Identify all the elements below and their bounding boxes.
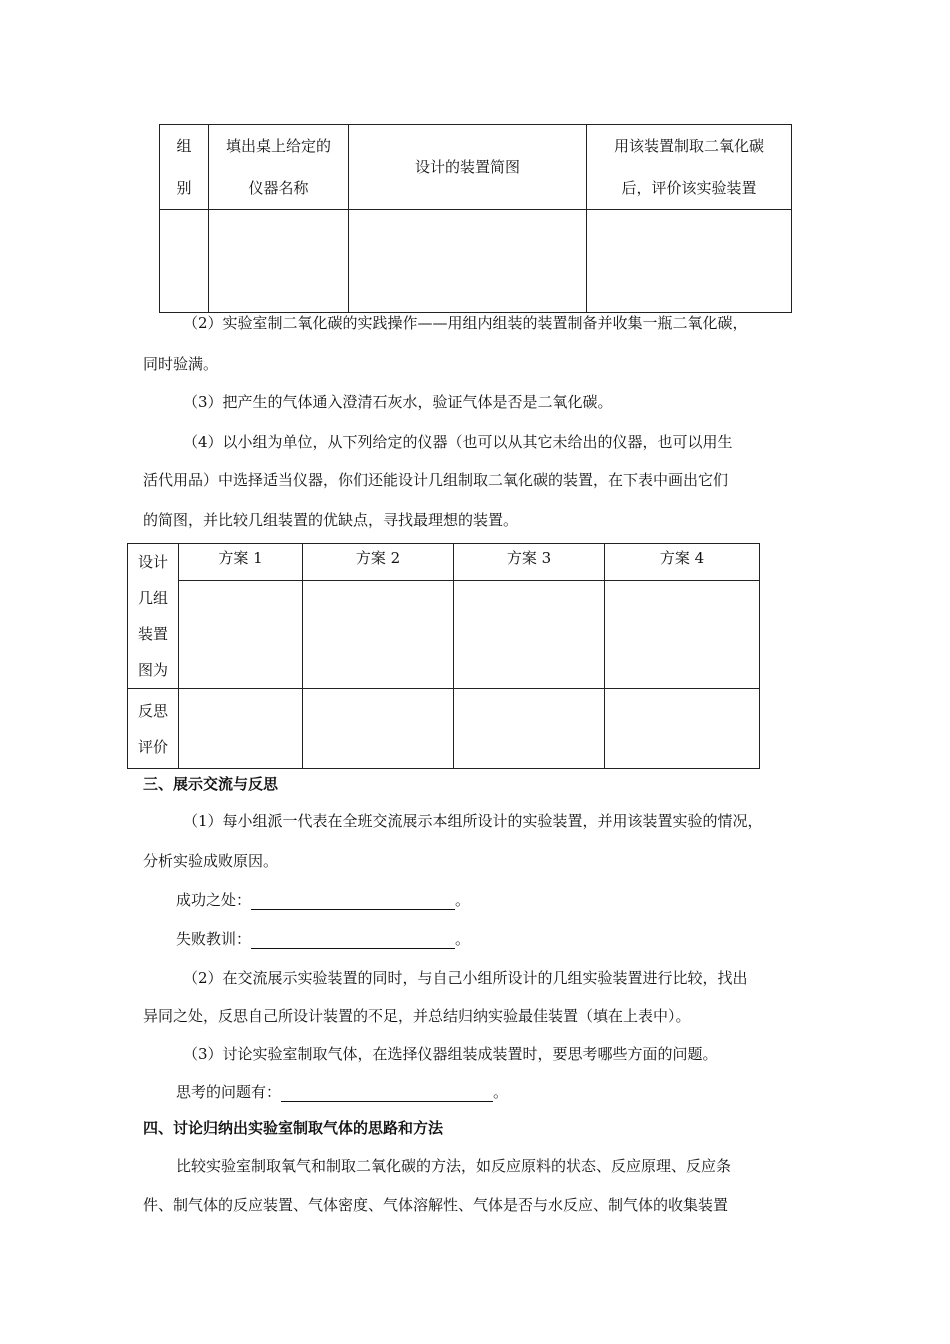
plan-1-reflection-cell[interactable] (179, 689, 303, 769)
failure-blank[interactable] (251, 930, 455, 949)
section-4-heading: 四、讨论归纳出实验室制取气体的思路和方法 (143, 1119, 444, 1137)
questions-period: 。 (493, 1083, 509, 1101)
item-2-line2: 同时验满。 (143, 355, 219, 373)
header-evaluation-line1: 用该装置制取二氧化碳 (613, 137, 764, 155)
header-instruments-line2: 仪器名称 (248, 179, 309, 197)
section-3-p1-line2: 分析实验成败原因。 (143, 852, 279, 870)
item-2-line1: （2）实验室制二氧化碳的实践操作——用组内组装的装置制备并收集一瓶二氧化碳， (183, 314, 748, 332)
header-evaluation (587, 125, 792, 210)
questions-label: 思考的问题有： (176, 1083, 282, 1101)
success-blank[interactable] (251, 891, 455, 910)
plan-1-design-cell[interactable] (179, 581, 303, 689)
item-4-line2: 活代用品）中选择适当仪器，你们还能设计几组制取二氧化碳的装置，在下表中画出它们 (143, 471, 729, 489)
plan-3-header: 方案 3 (454, 544, 605, 581)
header-instruments-line1: 填出桌上给定的 (225, 137, 331, 155)
row-design-line1: 设计 (137, 553, 168, 571)
success-row (176, 889, 470, 910)
section-3-p2-line2: 异同之处，反思自己所设计装置的不足，并总结归纳实验最佳装置（填在上表中）。 (143, 1007, 691, 1025)
plan-1-header: 方案 1 (179, 544, 303, 581)
row-reflection-line2: 评价 (137, 737, 168, 756)
row-design-line4: 图为 (137, 661, 168, 679)
plan-4-design-cell[interactable] (605, 581, 760, 689)
row-design-label (128, 544, 179, 689)
section-3-p2-line1: （2）在交流展示实验装置的同时，与自己小组所设计的几组实验装置进行比较，找出 (183, 969, 748, 987)
section-4-line2: 件、制气体的反应装置、气体密度、气体溶解性、气体是否与水反应、制气体的收集装置 (143, 1196, 729, 1214)
header-design: 设计的装置简图 (349, 125, 587, 210)
header-group-line1: 组 (176, 137, 192, 155)
item-4-line3: 的简图，并比较几组装置的优缺点，寻找最理想的装置。 (143, 511, 519, 529)
plan-4-header: 方案 4 (605, 544, 760, 581)
row-design-line2: 几组 (137, 589, 168, 607)
plan-2-design-cell[interactable] (303, 581, 454, 689)
header-group-line2: 别 (176, 179, 192, 197)
questions-blank[interactable] (281, 1083, 493, 1102)
section-3-p1-line1: （1）每小组派一代表在全班交流展示本组所设计的实验装置，并用该装置实验的情况， (183, 812, 763, 830)
section-3-heading: 三、展示交流与反思 (143, 775, 279, 793)
plan-3-reflection-cell[interactable] (454, 689, 605, 769)
row-reflection-line1: 反思 (137, 701, 168, 720)
section-4-line1: 比较实验室制取氧气和制取二氧化碳的方法，如反应原料的状态、反应原理、反应条 (176, 1157, 732, 1175)
plan-2-header: 方案 2 (303, 544, 454, 581)
cell-instruments[interactable] (209, 210, 349, 313)
row-design-line3: 装置 (137, 625, 168, 643)
success-label: 成功之处： (176, 891, 252, 909)
group-instrument-table (159, 124, 792, 313)
row-reflection-label (128, 689, 179, 769)
success-period: 。 (455, 891, 471, 909)
plan-3-design-cell[interactable] (454, 581, 605, 689)
failure-row (176, 928, 470, 949)
failure-period: 。 (455, 930, 471, 948)
section-3-p3: （3）讨论实验室制取气体，在选择仪器组装成装置时，要思考哪些方面的问题。 (183, 1045, 718, 1063)
item-4-line1: （4）以小组为单位，从下列给定的仪器（也可以从其它未给出的仪器，也可以用生 (183, 433, 733, 451)
design-plan-table (127, 543, 760, 769)
header-instruments (209, 125, 349, 210)
failure-label: 失败教训： (176, 930, 252, 948)
plan-2-reflection-cell[interactable] (303, 689, 454, 769)
header-group (160, 125, 209, 210)
item-3: （3）把产生的气体通入澄清石灰水，验证气体是否是二氧化碳。 (183, 393, 613, 411)
cell-group[interactable] (160, 210, 209, 313)
cell-evaluation[interactable] (587, 210, 792, 313)
cell-design[interactable] (349, 210, 587, 313)
questions-row (176, 1081, 508, 1102)
header-evaluation-line2: 后，评价该实验装置 (621, 179, 757, 197)
plan-4-reflection-cell[interactable] (605, 689, 760, 769)
